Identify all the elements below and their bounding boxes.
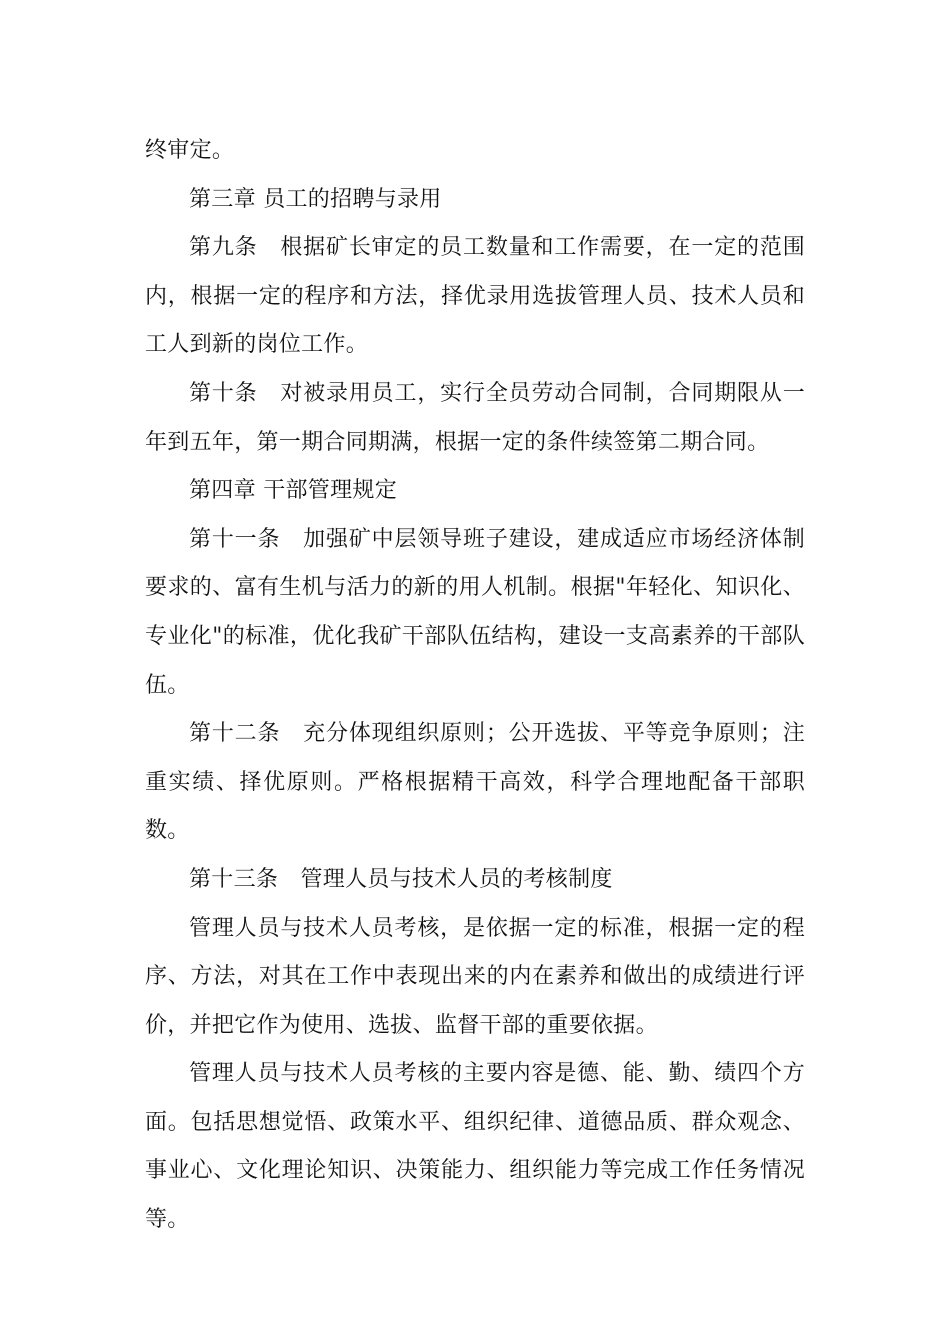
document-body [145, 127, 805, 1245]
chapter-heading-3: 第三章 员工的招聘与录用 [189, 186, 442, 212]
article-9: 第九条 根据矿长审定的员工数量和工作需要，在一定的范围内，根据一定的程序和方法，择优录用选拔管理人员、技术人员和工人到新的岗位工作。 [145, 235, 805, 358]
article-13: 第十三条 管理人员与技术人员的考核制度 [189, 866, 613, 892]
paragraph-continuation: 终审定。 [145, 138, 235, 163]
paragraph-assessment-definition: 管理人员与技术人员考核，是依据一定的标准，根据一定的程序、方法，对其在工作中表现出来的内在素养和做出的成绩进行评价，并把它作为使用、选拔、监督干部的重要依据。 [145, 915, 805, 1038]
chapter-heading-4: 第四章 干部管理规定 [189, 478, 397, 504]
article-12: 第十二条 充分体现组织原则；公开选拔、平等竞争原则；注重实绩、择优原则。严格根据精干高效，科学合理地配备干部职数。 [145, 721, 805, 844]
article-11: 第十一条 加强矿中层领导班子建设，建成适应市场经济体制要求的、富有生机与活力的新的用人机制。根据"年轻化、知识化、专业化"的标准，优化我矿干部队伍结构，建设一支高素养的干部队伍。 [145, 526, 805, 698]
article-10: 第十条 对被录用员工，实行全员劳动合同制，合同期限从一年到五年，第一期合同期满，根据一定的条件续签第二期合同。 [145, 380, 805, 455]
paragraph-assessment-content: 管理人员与技术人员考核的主要内容是德、能、勤、绩四个方面。包括思想觉悟、政策水平、组织纪律、道德品质、群众观念、事业心、文化理论知识、决策能力、组织能力等完成工作任务情况等。 [145, 1061, 805, 1233]
